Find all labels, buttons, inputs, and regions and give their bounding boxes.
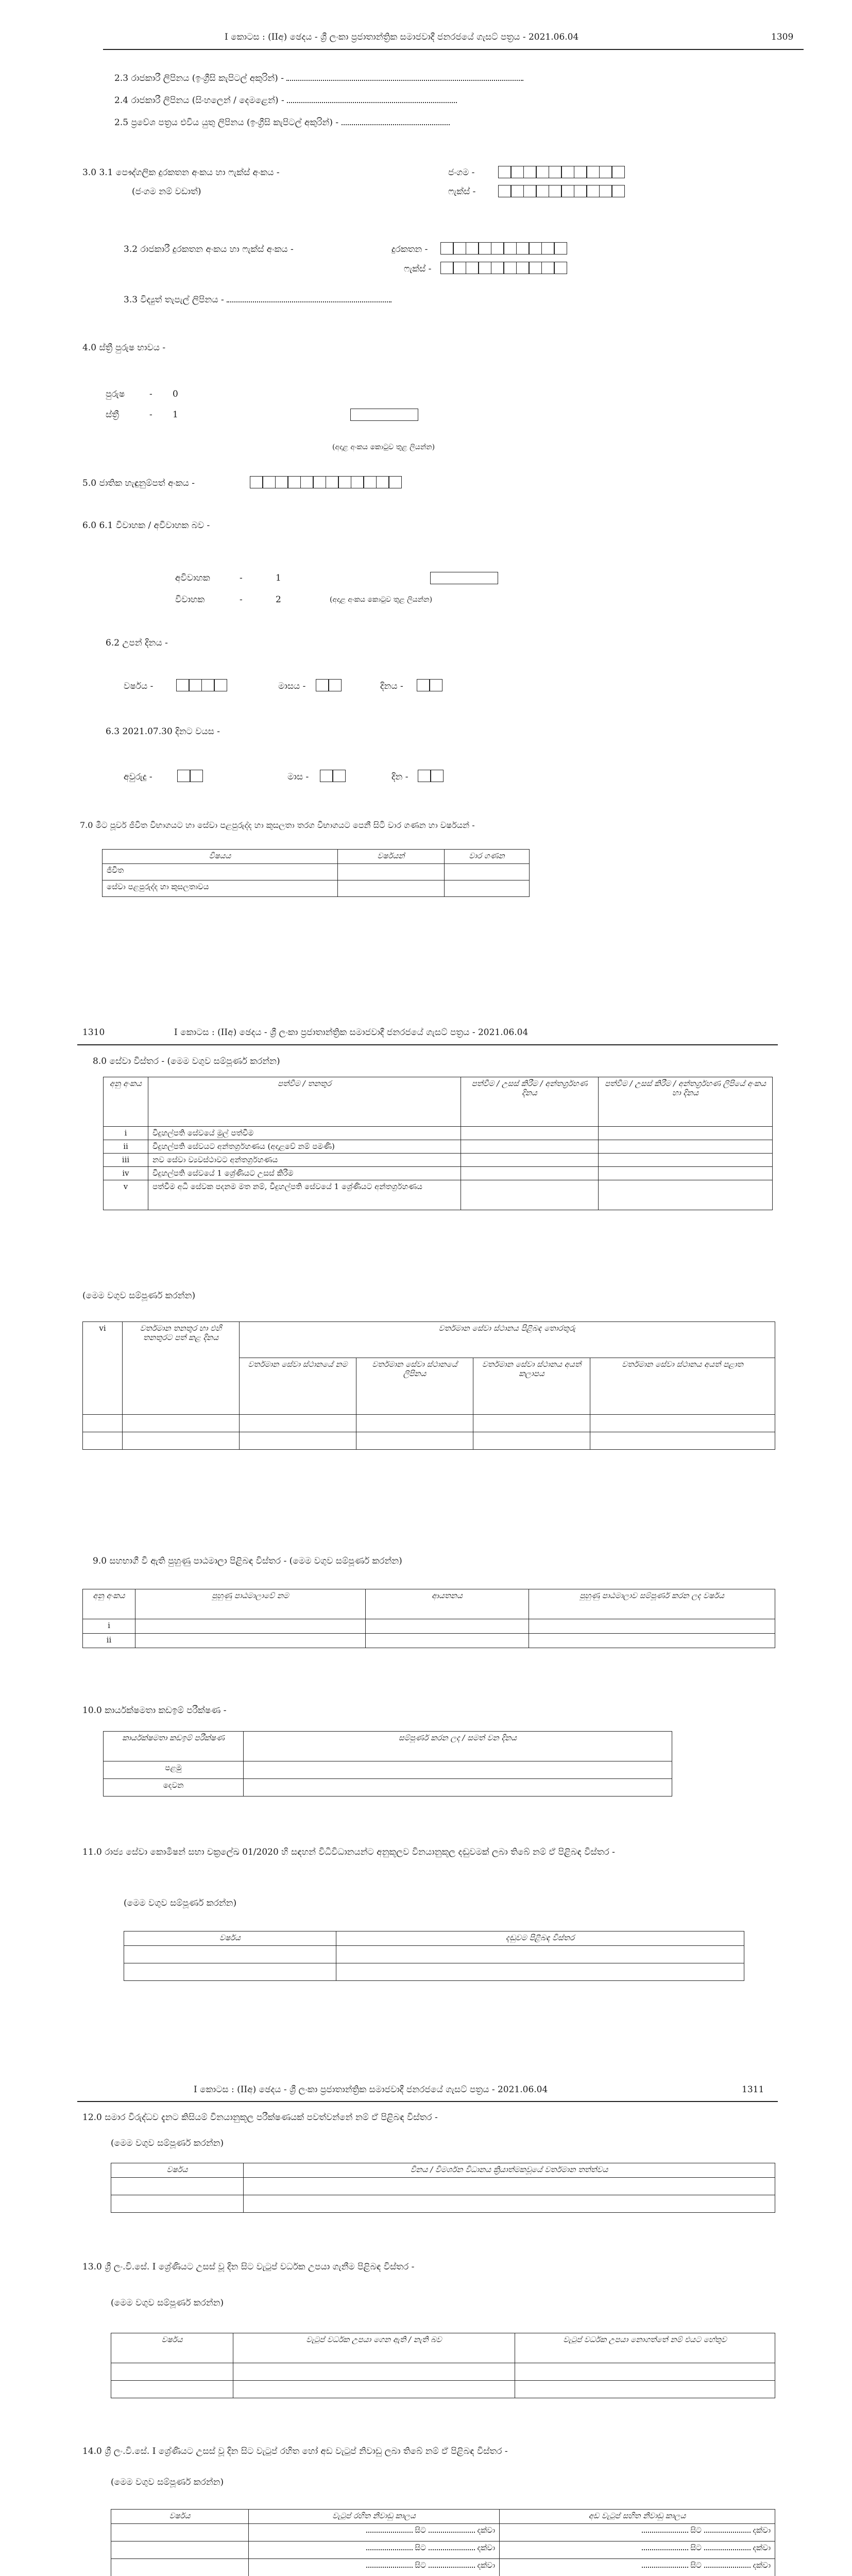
dob-year-boxes[interactable] (177, 679, 227, 691)
office-phone-boxes[interactable] (441, 242, 567, 255)
section-7-title: 7.0 මීට පූර්ව ජීවිත විභාගයට හා සේවා පළපුරුද්ද හා කුසලතා තරග විභාගයට පෙනී සිටි වාර ගණන හා වර්ෂයන් - (80, 820, 475, 830)
field-3-3: 3.3 විද්‍යුත් තැපැල් ලිපිනය - (124, 295, 391, 305)
gender-hint: (අදාළ අංකය කොටුව තුළ ලියන්න) (332, 443, 435, 451)
section-8-note: (මෙම වගුව සම්පූර්ණ කරන්න) (82, 1291, 196, 1301)
page-number: 1311 (742, 2084, 764, 2095)
section-14-title: 14.0 ශ්‍රී ලං.වි.සේ. I ශ්‍රේණියට උසස් වූ දින සිට වැටුප් රහිත හෝ අඩ වැටුප් නිවාඩු ලබා තිබේ නම් ඒ පිළිබඳ විස්තර - (82, 2446, 508, 2456)
field-3-1-label: 3.0 3.1 පෞද්ගලික දුරකතන අංකය හා ෆැක්ස් අංකය - (82, 167, 280, 178)
training-table: අනු අංකය පුහුණු පාඨමාලාවේ නම ආයතනය පුහුණු පාඨමාලාව සම්පූර්ණ කරන ලද වර්ෂය i ii (82, 1589, 775, 1648)
gender-male-code: 0 (173, 389, 178, 399)
dob-year-label: වර්ෂය - (124, 681, 154, 691)
current-post-table: vi වර්තමාන තනතුර හා එහි තනතුරට පත් කළ දිනය වර්තමාන සේවා ස්ථානය පිළිබඳ තොරතුරු වර්තමාන සේවා ස්ථානයේ නම වර්තමාන සේවා ස්ථානයේ ලිපිනය වර්තමාන සේවා ස්ථානය අයත් කලාපය වර්තමාන සේවා ස්ථානය අයත් පළාත (82, 1321, 775, 1450)
age-days-boxes[interactable] (418, 770, 444, 782)
table-row: විදුහල්පති සේවයේ මුල් පත්වීම (148, 1127, 461, 1140)
section-13-title: 13.0 ශ්‍රී ලං.වි.සේ. I ශ්‍රේණියට උසස් වූ දින සිට වැටුප් වර්ධක උපයා ගැනීම පිළිබඳ විස්තර - (82, 2262, 415, 2272)
table-row: සේවා පළපුරුද්ද හා කුසලතාවය (103, 880, 338, 897)
investigation-table: වර්ෂය විනය / විමර්ශන විධානය ක්‍රියාත්මකවූයේ වර්තමාන තත්ත්වය (111, 2163, 775, 2213)
header-rule (77, 2101, 778, 2102)
section-10-title: 10.0 කාර්යක්ෂමතා කඩඉම් පරීක්ෂණ - (82, 1705, 227, 1716)
efficiency-bar-table: කාර්යක්ෂමතා කඩඉම් පරීක්ෂණ සම්පූර්ණ කරන ලද / සමත් වන දිනය පළමු දෙවන (103, 1731, 672, 1797)
page-number: 1310 (82, 1027, 105, 1038)
gender-box[interactable] (350, 409, 418, 421)
mobile-label: ජංගම - (448, 167, 475, 178)
table-row: i (83, 1619, 135, 1634)
married-label: විවාහක (175, 595, 205, 605)
col-attempts: වාර ගණන (445, 850, 530, 864)
page-header: I කොටස : (IIඅ) ඡෙදය - ශ්‍රී ලංකා ප්‍රජාතාන්ත්‍රික සමාජවාදී ජනරජයේ ගැසට් පත්‍රය - 2021.06.04 (194, 2084, 548, 2095)
field-2-5: 2.5 ප්‍රවේශ පත්‍රය එවිය යුතු ලිපිනය (ඉංග්‍රීසි කැපිටල් අකුරින්) - (114, 117, 450, 128)
office-fax-boxes[interactable] (441, 262, 567, 274)
office-fax-label: ෆැක්ස් - (404, 264, 432, 274)
table-row: පත්වීම අධි සේවක පදනම මත නම්, විදුහල්පති සේවයේ 1 ශ්‍රේණියට අන්තර්ග්‍රහණය (148, 1180, 461, 1210)
field-2-5-blank[interactable] (342, 124, 450, 125)
section-5-title: 5.0 ජාතික හැඳුනුම්පත් අංකය - (82, 478, 195, 488)
table-row: ජීවිත (103, 864, 338, 880)
section-8-title: 8.0 සේවා විස්තර - (මෙම වගුව සම්පූර්ණ කරන්න) (93, 1056, 280, 1066)
section-9-title: 9.0 සහභාගී වී ඇති පුහුණු පාඨමාලා පිළිබඳ විස්තර - (මෙම වගුව සම්පූර්ණ කරන්න) (93, 1556, 402, 1566)
office-phone-label: දුරකතන - (391, 244, 428, 255)
married-code: 2 (276, 595, 281, 605)
dob-month-label: මාසය - (278, 681, 306, 691)
fax-label: ෆැක්ස් - (448, 187, 476, 197)
marital-hint: (අදාළ අංකය කොටුව තුළ ලියන්න) (330, 596, 433, 604)
dob-month-boxes[interactable] (316, 679, 342, 691)
field-3-1-note: (ජංගම නම් වඩාත්) (132, 187, 201, 197)
field-3-2-label: 3.2 රාජකාරී දුරකතන අංකය හා ෆැක්ස් අංකය - (124, 244, 294, 255)
page-header: I කොටස : (IIඅ) ඡෙදය - ශ්‍රී ලංකා ප්‍රජාතාන්ත්‍රික සමාජවාදී ජනරජයේ ගැසට් පත්‍රය - 2021.06.04 (174, 1027, 529, 1038)
single-code: 1 (276, 573, 281, 583)
section-12-note: (මෙම වගුව සම්පූර්ණ කරන්න) (111, 2138, 224, 2148)
section-11-title: 11.0 රාජ්‍ය සේවා කොමිෂන් සභා චක්‍රලේඛ 01/2020 හි සඳහන් විධිවිධානයන්ට අනුකූලව විනයානුකූල දඬුවමක් ලබා තිබේ නම් ඒ පිළිබඳ විස්තර - (82, 1847, 615, 1857)
table-row: පළමු (104, 1761, 244, 1779)
age-months-boxes[interactable] (320, 770, 346, 782)
table-row: ii (83, 1634, 135, 1648)
nic-boxes[interactable] (250, 476, 402, 488)
page-number: 1309 (771, 32, 794, 42)
gender-male-label: පුරුෂ (106, 389, 125, 399)
service-details-table: අනු අංකය පත්වීම / තනතුර පත්වීම / උසස් කිරීම / අන්තර්ග්‍රහණ දිනය පත්වීම / උසස් කිරීම / අන්තර්ග්‍රහණ ලිපියේ අංකය හා දිනය i විදුහල්පති සේවයේ මුල් පත්වීම ii විදුහල්පති සේවයට අන්තර්ග්‍රහණය (අදාළවේ නම් පමණි) iii නව සේවා ව්‍යවස්ථාවට අන්තර්ග්‍රහණය iv විදුහල්පති සේවයේ 1 ශ්‍රේණියට උසස් කිරීම v පත්වීම අධි සේවක පදනම මත නම්, විදුහල්පති සේවයේ 1 ශ්‍රේණියට අන්තර්ග්‍රහණය (103, 1077, 773, 1210)
gender-female-code: 1 (173, 410, 178, 420)
leave-table: වර්ෂය වැටුප් රහිත නිවාඩු කාලය අඩ වැටුප් සහිත නිවාඩු කාලය සිට දක්වා සිට දක්වා සිට දක්වා සිට දක්වා සිට දක්වා සිට දක්වා (111, 2509, 775, 2576)
field-2-4-blank[interactable] (287, 102, 457, 103)
col-years: වර්ෂයන් (338, 850, 445, 864)
email-blank[interactable] (227, 301, 391, 302)
mobile-boxes[interactable] (499, 166, 625, 178)
age-years-label: අවුරුදු - (124, 772, 152, 782)
section-11-note: (මෙම වගුව සම්පූර්ණ කරන්න) (124, 1898, 237, 1908)
exam-attempts-table (102, 849, 530, 897)
col-subject: විෂයය (103, 850, 338, 864)
field-2-3: 2.3 රාජකාරී ලිපිනය (ඉංග්‍රීසි කැපිටල් අකුරින්) - (114, 73, 523, 83)
section-12-title: 12.0 සමාර විරුද්ධව දැනට කිසියම් විනයානුකූල පරීක්ෂණයක් පවත්වන්නේ නම් ඒ පිළිබඳ විස්තර - (82, 2112, 438, 2123)
single-label: අවිවාහක (175, 573, 210, 583)
gender-female-label: ස්ත්‍රී (106, 410, 120, 420)
section-6-title: 6.0 6.1 විවාහක / අවිවාහක බව - (82, 520, 210, 531)
dob-day-boxes[interactable] (417, 679, 442, 691)
section-14-note: (මෙම වගුව සම්පූර්ණ කරන්න) (111, 2477, 224, 2487)
table-row: නව සේවා ව්‍යවස්ථාවට අන්තර්ග්‍රහණය (148, 1154, 461, 1167)
age-months-label: මාස - (287, 772, 309, 782)
table-row: දෙවන (104, 1779, 244, 1797)
age-years-boxes[interactable] (178, 770, 203, 782)
age-days-label: දින - (391, 772, 408, 782)
section-13-note: (මෙම වගුව සම්පූර්ණ කරන්න) (111, 2298, 224, 2308)
field-2-4: 2.4 රාජකාරී ලිපිනය (සිංහලෙන් / දෙමළෙන්) - (114, 95, 457, 106)
page-header: I කොටස : (IIඅ) ඡෙදය - ශ්‍රී ලංකා ප්‍රජාතාන්ත්‍රික සමාජවාදී ජනරජයේ ගැසට් පත්‍රය - 2021.06.04 (225, 32, 579, 42)
dob-day-label: දිනය - (380, 681, 403, 691)
marital-box[interactable] (430, 572, 498, 584)
fax-boxes[interactable] (499, 185, 625, 197)
punishment-table: වර්ෂය දඬුවම පිළිබඳ විස්තර (124, 1931, 744, 1981)
field-6-3-label: 6.3 2021.07.30 දිනට වයස - (106, 726, 220, 737)
table-row: විදුහල්පති සේවයේ 1 ශ්‍රේණියට උසස් කිරීම (148, 1167, 461, 1180)
table-row: විදුහල්පති සේවයට අන්තර්ග්‍රහණය (අදාළවේ නම් පමණි) (148, 1140, 461, 1154)
increment-table: වර්ෂය වැටුප් වර්ධක උපයා ගෙන ඇති / නැති බව වැටුප් වර්ධක උපයා නොගත්තේ නම් එයට හේතුව (111, 2333, 775, 2398)
header-rule (77, 1044, 778, 1045)
field-6-2-label: 6.2 උපන් දිනය - (106, 638, 168, 648)
header-rule (103, 49, 804, 50)
field-2-3-blank[interactable] (286, 80, 523, 81)
section-4-title: 4.0 ස්ත්‍රී පුරුෂ භාවය - (82, 343, 166, 353)
